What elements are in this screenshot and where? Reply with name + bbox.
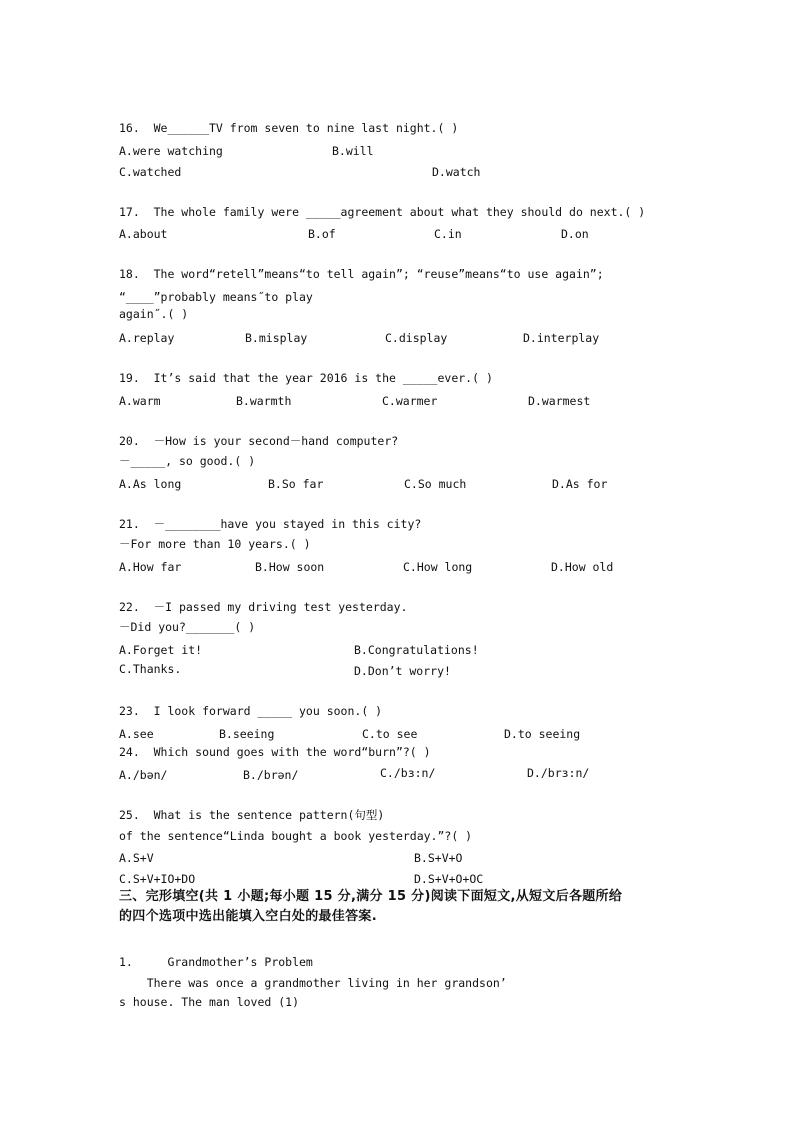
option-b: B.S+V+O xyxy=(414,851,463,865)
question-stem: 22. －I passed my driving test yesterday. xyxy=(119,600,408,614)
option-b: B.of xyxy=(308,227,336,241)
option-d: D.S+V+O+OC xyxy=(414,872,484,886)
option-a: A.S+V xyxy=(119,851,154,865)
question-stem: of the sentence“Linda bought a book yesterday.”?( ) xyxy=(119,829,473,843)
option-d: D.As for xyxy=(552,477,608,491)
question-stem: －For more than 10 years.( ) xyxy=(119,537,311,551)
question-stem: 24. Which sound goes with the word“burn”?( ) xyxy=(119,745,431,759)
option-a: A.How far xyxy=(119,560,182,574)
option-d: D.on xyxy=(561,227,589,241)
question-stem: 17. The whole family were _____agreement about what they should do next.( ) xyxy=(119,205,646,219)
option-a: A.see xyxy=(119,727,154,741)
option-c: C.display xyxy=(385,331,448,345)
option-c: C.How long xyxy=(403,560,473,574)
option-d: D.to seeing xyxy=(504,727,581,741)
option-a: A.about xyxy=(119,227,168,241)
option-b: B.seeing xyxy=(219,727,275,741)
question-stem: 19. It’s said that the year 2016 is the _____ever.( ) xyxy=(119,371,493,385)
question-stem: again˝.( ) xyxy=(119,307,189,321)
option-c: C.warmer xyxy=(382,394,438,408)
option-d: D.How old xyxy=(551,560,614,574)
option-c: C.watched xyxy=(119,165,182,179)
option-a: A./bən/ xyxy=(119,768,168,782)
option-d: D./brɜ:n/ xyxy=(527,766,590,780)
question-stem: 21. －________have you stayed in this city? xyxy=(119,517,422,531)
option-b: B.will xyxy=(332,144,374,158)
option-b: B.Congratulations! xyxy=(354,643,479,657)
option-d: D.watch xyxy=(432,165,481,179)
option-d: D.Don’t worry! xyxy=(354,664,451,678)
question-stem: 20. －How is your second－hand computer? xyxy=(119,434,399,448)
option-c: C.Thanks. xyxy=(119,662,182,676)
question-stem: “____”probably means˝to play xyxy=(119,290,313,304)
option-c: C.in xyxy=(434,227,462,241)
option-d: D.interplay xyxy=(523,331,600,345)
option-a: A.As long xyxy=(119,477,182,491)
passage-line: There was once a grandmother living in her grandson’ xyxy=(119,976,507,990)
option-a: A.were watching xyxy=(119,144,223,158)
option-b: B.misplay xyxy=(245,331,308,345)
passage-line: s house. The man loved (1) xyxy=(119,995,300,1009)
option-b: B./brən/ xyxy=(243,768,299,782)
option-c: C.to see xyxy=(362,727,418,741)
question-stem: －_____, so good.( ) xyxy=(119,454,256,468)
question-stem: 18. The word“retell”means“to tell again”; “reuse”means“to use again”; xyxy=(119,267,604,281)
option-a: A.replay xyxy=(119,331,175,345)
question-stem: 25. What is the sentence pattern(句型) xyxy=(119,808,385,822)
option-a: A.Forget it! xyxy=(119,643,203,657)
option-b: B.So far xyxy=(268,477,324,491)
option-c: C.S+V+IO+DO xyxy=(119,872,196,886)
option-d: D.warmest xyxy=(528,394,591,408)
option-b: B.How soon xyxy=(255,560,325,574)
section-heading-line: 的四个选项中选出能填入空白处的最佳答案. xyxy=(119,909,377,924)
section-heading-line: 三、完形填空(共 1 小题;每小题 15 分,满分 15 分)阅读下面短文,从短文后各题所给 xyxy=(119,889,623,904)
option-c: C./bɜ:n/ xyxy=(380,766,436,780)
question-stem: 23. I look forward _____ you soon.( ) xyxy=(119,704,383,718)
option-c: C.So much xyxy=(404,477,467,491)
option-b: B.warmth xyxy=(236,394,292,408)
question-stem: 16. We______TV from seven to nine last night.( ) xyxy=(119,121,459,135)
option-a: A.warm xyxy=(119,394,161,408)
question-stem: －Did you?_______( ) xyxy=(119,620,256,634)
passage-title: 1. Grandmother’s Problem xyxy=(119,955,313,969)
